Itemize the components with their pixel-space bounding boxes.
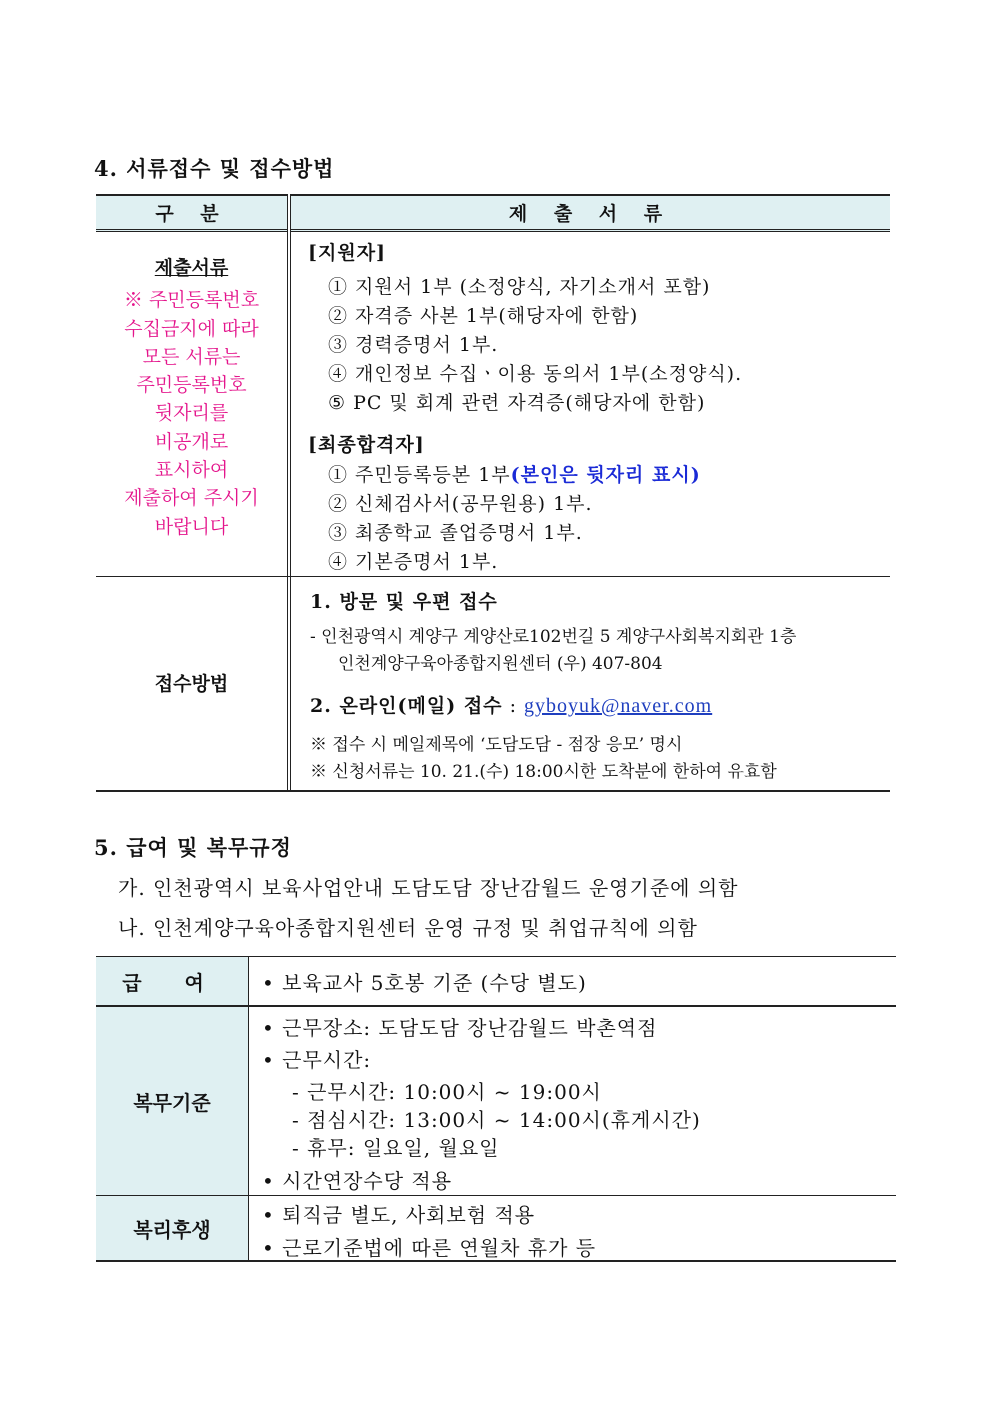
duty-time-heading: • 근무시간:: [262, 1048, 372, 1072]
finalist-item-1-highlight: (본인은 뒷자리 표시): [510, 464, 701, 486]
finalist-item-4: ④ 기본증명서 1부.: [328, 551, 499, 573]
privacy-note-4: 주민등록번호: [136, 374, 247, 397]
row-divider: [96, 576, 890, 577]
applicant-heading: [지원자]: [308, 242, 387, 264]
privacy-note-2: 수집금지에 따라: [124, 317, 259, 340]
table-bottom-border: [96, 790, 890, 792]
header-category: 구 분: [96, 194, 288, 232]
privacy-note-5: 뒷자리를: [154, 402, 229, 425]
applicant-item-4: ④ 개인정보 수집ㆍ이용 동의서 1부(소정양식).: [328, 363, 743, 385]
duty-time-lunch: - 점심시간: 13:00시 ~ 14:00시(휴게시간): [292, 1108, 701, 1132]
finalist-item-1: [328, 460, 701, 487]
privacy-note-9: 바랍니다: [154, 515, 229, 538]
table2-top-border: [96, 956, 896, 957]
privacy-note-7: 표시하여: [154, 459, 229, 482]
section4-title: 4. 서류접수 및 접수방법: [94, 156, 335, 181]
privacy-note-8: 제출하여 주시기: [124, 487, 259, 510]
duty-place: • 근무장소: 도담도담 장난감월드 박촌역점: [262, 1016, 658, 1040]
welfare-label: 복리후생: [96, 1196, 248, 1260]
table2-divider-1: [96, 1005, 896, 1007]
section5-title: 5. 급여 및 복무규정: [94, 835, 292, 860]
welfare-item-2: • 근로기준법에 따른 연월차 휴가 등: [262, 1236, 597, 1260]
row-label-documents: [96, 254, 287, 541]
documents-table: [96, 194, 890, 792]
regulation-line-a: 가. 인천광역시 보육사업안내 도담도담 장난감월드 운영기준에 의함: [118, 876, 739, 900]
privacy-note-1: ※ 주민등록번호: [123, 289, 260, 312]
applicant-item-3: ③ 경력증명서 1부.: [328, 334, 499, 356]
visit-address-2: 인천계양구육아종합지원센터 (우) 407-804: [338, 654, 663, 674]
applicant-item-1: ① 지원서 1부 (소정양식, 자기소개서 포함): [328, 276, 711, 298]
finalist-item-2: ② 신체검사서(공무원용) 1부.: [328, 493, 593, 515]
duty-time-off: - 휴무: 일요일, 월요일: [292, 1136, 500, 1160]
note-deadline: ※ 신청서류는 10. 21.(수) 18:00시한 도착분에 한하여 유효함: [310, 762, 777, 782]
finalist-heading: [최종합격자]: [308, 434, 425, 456]
header-documents: 제 출 서 류: [291, 194, 890, 232]
online-heading: 2. 온라인(메일) 접수: [310, 695, 503, 717]
applicant-item-5: ⑤ PC 및 회계 관련 자격증(해당자에 한함): [328, 392, 706, 414]
email-link[interactable]: gyboyuk@naver.com: [524, 695, 713, 717]
column-divider: [287, 194, 291, 792]
pay-item: • 보육교사 5호봉 기준 (수당 별도): [262, 971, 587, 995]
regulation-line-b: 나. 인천계양구육아종합지원센터 운영 규정 및 취업규칙에 의함: [118, 916, 698, 940]
duty-overtime: • 시간연장수당 적용: [262, 1169, 453, 1193]
welfare-item-1: • 퇴직금 별도, 사회보험 적용: [262, 1203, 536, 1227]
finalist-item-3: ③ 최종학교 졸업증명서 1부.: [328, 522, 583, 544]
note-email-subject: ※ 접수 시 메일제목에 ‘도담도담 - 점장 응모’ 명시: [310, 735, 683, 755]
duty-label: 복무기준: [96, 1007, 248, 1195]
online-separator: :: [502, 695, 525, 717]
pay-label: 급 여: [96, 956, 248, 1006]
submission-method-label: 접수방법: [154, 673, 229, 695]
applicant-item-2: ② 자격증 사본 1부(해당자에 한함): [328, 305, 639, 327]
privacy-note-6: 비공개로: [154, 430, 229, 453]
table2-divider-2: [96, 1195, 896, 1196]
privacy-note-3: 모든 서류는: [142, 345, 241, 368]
online-line: [310, 691, 712, 718]
visit-address-1: - 인천광역시 계양구 계양산로102번길 5 계양구사회복지회관 1층: [310, 627, 797, 647]
pay-duty-table: [96, 956, 896, 1262]
documents-label: 제출서류: [154, 257, 229, 279]
finalist-item-1-text: ① 주민등록등본 1부: [328, 464, 511, 486]
table2-column-divider: [248, 956, 249, 1262]
duty-time-work: - 근무시간: 10:00시 ~ 19:00시: [292, 1080, 602, 1104]
visit-heading: 1. 방문 및 우편 접수: [310, 591, 498, 613]
